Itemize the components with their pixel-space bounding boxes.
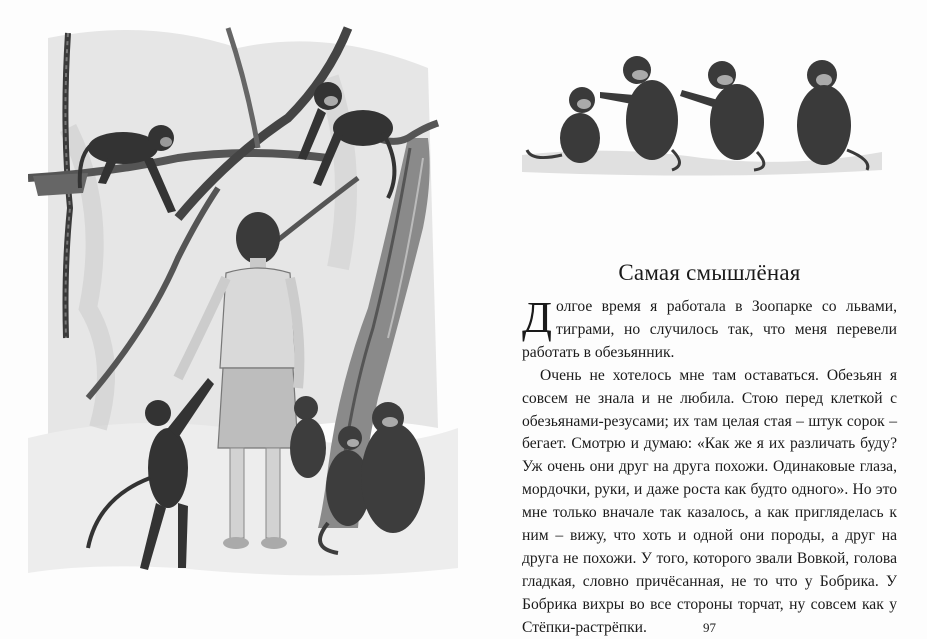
first-paragraph-text: олгое время я работала в Зоопарке со львами, тиграми, но случилось так, что меня перевели работать в обезьянник.	[522, 298, 897, 361]
illustration-boy-and-monkeys	[28, 8, 458, 598]
illustration-grooming-monkeys	[522, 40, 882, 180]
page-number: 97	[703, 620, 716, 635]
illustration-boy-and-monkeys-drawing	[28, 8, 458, 598]
chapter-text	[522, 293, 897, 639]
chapter-title: Самая смышлёная	[618, 260, 801, 285]
illustration-grooming-monkeys-drawing	[522, 40, 882, 180]
drop-cap: Д	[522, 293, 553, 342]
first-paragraph	[522, 293, 897, 365]
paragraph: Очень не хотелось мне там оставаться. Обезьян я совсем не знала и не любила. Стою перед клеткой с обезьянами-резусами; их там целая стая – штук сорок – бегает. Смотрю и думаю: «Как же я их различать буду? Уж очень они друг на друга похожи. Одинаковые глаза, мордочки, руки, и даже роста как будто одного». Но это мне только вначале так казалось, а как пригляделась к ним – вижу, что хоть и одной они породы, а друг на друга не похожи. У того, которого звали Вовкой, голова гладкая, словно причёсанная, не то что у Бобрика. У Бобрика вихры во все стороны торчат, ну совсем как у Стёпки-растрёпки.	[522, 366, 897, 636]
